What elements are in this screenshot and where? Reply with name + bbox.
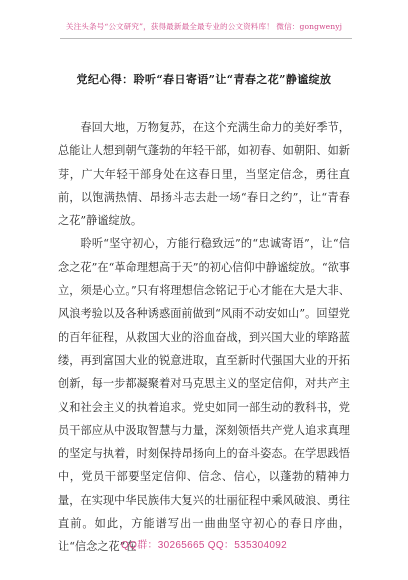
body-paragraph: 春回大地，万物复苏，在这个充满生命力的美好季节，总能让人想到朝气蓬勃的年轻干部，如初春、如朝阳、如新芽，广大年轻干部身处在这春日里，当坚定信念，勇往直前，以饱满热情、昂扬斗志去赴一场“春日之约”，让“青春之花”静谧绽放。: [58, 121, 350, 228]
document-title: 党纪心得：聆听“春日寄语”让“青春之花”静谧绽放: [76, 73, 332, 86]
header-divider: [60, 38, 352, 39]
footer-note: QQ群：30265665 QQ：535304092: [121, 540, 287, 551]
header-note: 关注头条号“公文研究”，获得最新最全最专业的公文资料库！ 微信：gongwenyj: [65, 22, 343, 31]
document-body: [58, 116, 350, 559]
body-paragraph: 聆听“坚守初心，方能行稳致远”的“忠诚寄语”，让“信念之花”在“革命理想高于天”的初心信仰中静谧绽放。“欲事立，须是心立。”只有将理想信念铭记于心才能在大是大非、风浪考验以及各种诱惑面前做到“风雨不动安如山”。回望党的百年征程，从救国大业的浴血奋战，到兴国大业的筚路蓝缕，再到富国大业的锐意进取，直至新时代强国大业的开拓创新，每一步都凝聚着对马克思主义的坚定信仰，对共产主义和社会主义的执着追求。党史如同一部生动的教科书，党员干部应从中汲取智慧与力量，深刻领悟共产党人追求真理的坚定与执着，时刻保持昂扬向上的奋斗姿态。在学思践悟中，党员干部要坚定信仰、信念、信心，以蓬勃的精神力量，在实现中华民族伟大复兴的壮丽征程中乘风破浪、勇往直前。如此，方能谱写出一曲曲坚守初心的春日序曲，让“信念之花”在: [58, 237, 350, 554]
